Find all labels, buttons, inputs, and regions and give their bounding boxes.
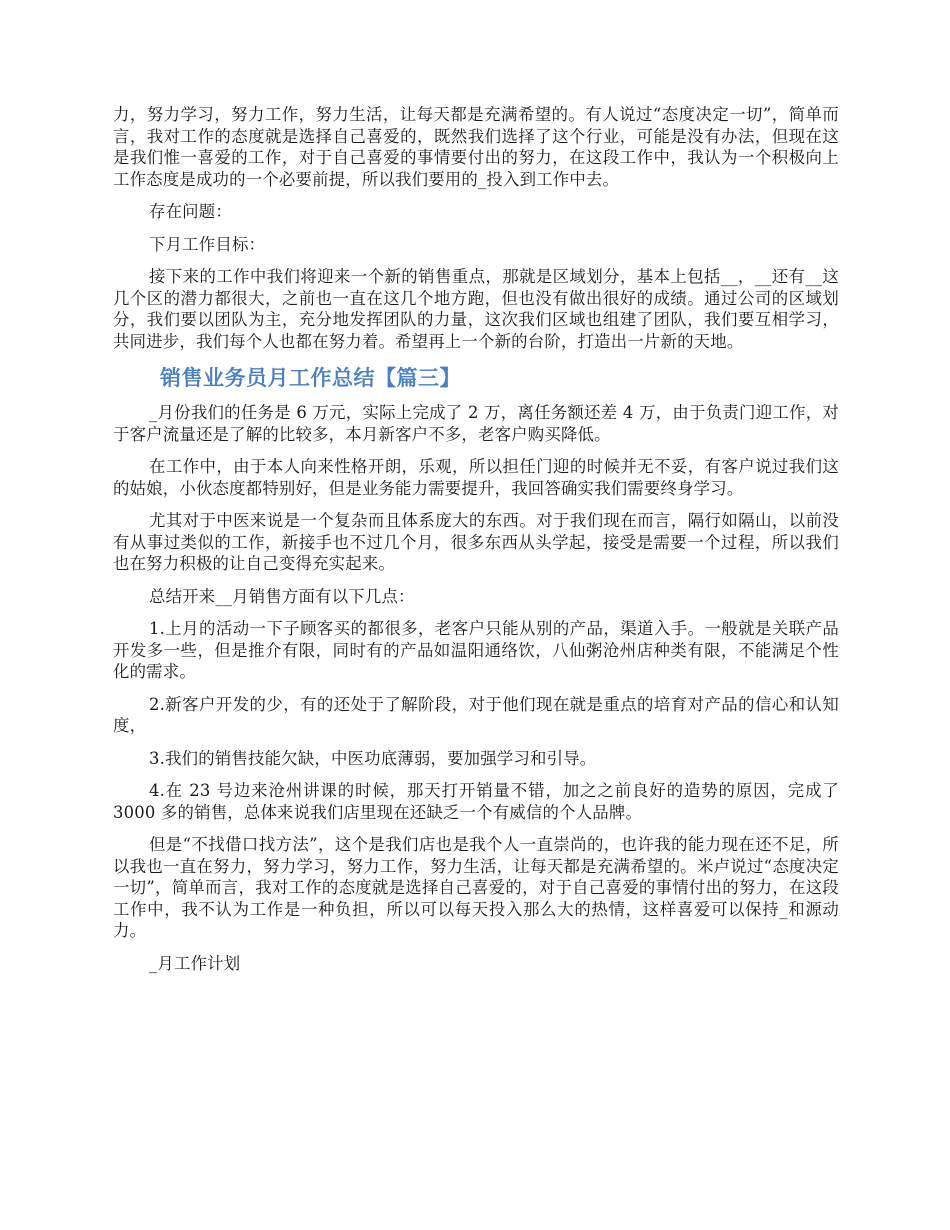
- paragraph-no-excuses: 但是“不找借口找方法”，这个是我们店也是我个人一直崇尚的，也许我的能力现在还不足，所以我也一直在努力，努力学习，努力工作，努力生活，让每天都是充满希望的。米卢说过“态度决定一切”，简单而言，我对工作的态度就是选择自己喜爱的，对于自己喜爱的事情付出的努力，在这段工作中，我不认为工作是一种负担，所以可以每天投入那么大的热情，这样喜爱可以保持_和源动力。: [113, 835, 839, 940]
- document-page: [113, 104, 839, 985]
- paragraph-work-attitude: 在工作中，由于本人向来性格开朗，乐观，所以担任门迎的时候并无不妥，有客户说过我们这的姑娘，小伙态度都特别好，但是业务能力需要提升，我回答确实我们需要终身学习。: [113, 457, 839, 498]
- paragraph-point-4: 4.在 23 号边来沧州讲课的时候，那天打开销量不错，加之之前良好的造势的原因，完成了 3000 多的销售，总体来说我们店里现在还缺乏一个有威信的个人品牌。: [113, 781, 839, 822]
- paragraph-region-plan: 接下来的工作中我们将迎来一个新的销售重点，那就是区域划分，基本上包括__，__还有__这几个区的潜力都很大，之前也一直在这几个地方跑，但也没有做出很好的成绩。通过公司的区域划分，我们要以团队为主，充分地发挥团队的力量，这次我们区域也组建了团队，我们要互相学习，共同进步，我们每个人也都在努力着。希望再上一个新的台阶，打造出一片新的天地。: [113, 267, 839, 351]
- paragraph-next-month-goals: 下月工作目标：: [149, 234, 266, 254]
- paragraph-chinese-medicine: 尤其对于中医来说是一个复杂而且体系庞大的东西。对于我们现在而言，隔行如隔山，以前没有从事过类似的工作，新接手也不过几个月，很多东西从头学起，接受是需要一个过程，所以我们也在努力积极的让自己变得充实起来。: [113, 511, 839, 573]
- paragraph-summary-intro: 总结开来__月销售方面有以下几点：: [149, 586, 415, 606]
- paragraph-continuation: 力，努力学习，努力工作，努力生活，让每天都是充满希望的。有人说过“态度决定一切”，简单而言，我对工作的态度就是选择自己喜爱的，既然我们选择了这个行业，可能是没有办法，但现在这是我们惟一喜爱的工作，对于自己喜爱的事情要付出的努力，在这段工作中，我认为一个积极向上工作态度是成功的一个必要前提，所以我们要用的_投入到工作中去。: [113, 105, 839, 189]
- section-title: 销售业务员月工作总结【篇三】: [160, 366, 461, 390]
- paragraph-existing-problems: 存在问题：: [149, 202, 232, 221]
- paragraph-point-1: 1.上月的活动一下子顾客买的都很多，老客户只能从别的产品，渠道入手。一般就是关联产品开发多一些，但是推介有限，同时有的产品如温阳通络饮，八仙粥沧州店种类有限，不能满足个性化的需求。: [113, 619, 839, 681]
- paragraph-point-3: 3.我们的销售技能欠缺，中医功底薄弱，要加强学习和引导。: [149, 748, 597, 768]
- paragraph-monthly-task: _月份我们的任务是 6 万元，实际上完成了 2 万，离任务额还差 4 万，由于负责门迎工作，对于客户流量还是了解的比较多，本月新客户不多，老客户购买降低。: [113, 403, 839, 444]
- paragraph-point-2: 2.新客户开发的少，有的还处于了解阶段，对于他们现在就是重点的培育对产品的信心和认知度，: [113, 694, 839, 735]
- paragraph-work-plan-heading: _月工作计划: [149, 953, 241, 973]
